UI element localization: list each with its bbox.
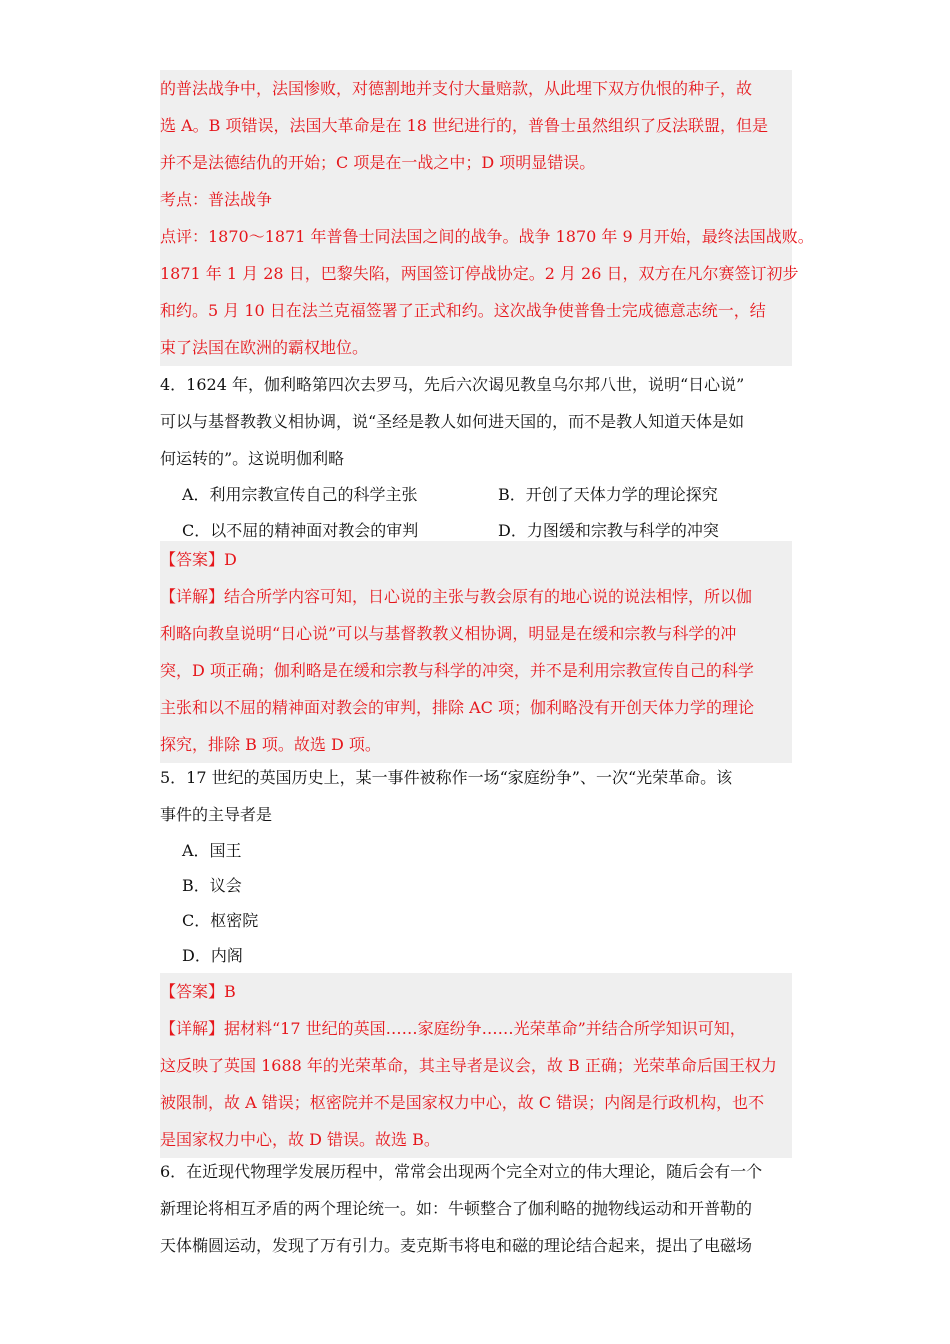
detail-line: 是国家权力中心，故 D 错误。故选 B。 <box>160 1130 440 1149</box>
detail-line: 利略向教皇说明“日心说”可以与基督教教义相协调，明显是在缓和宗教与科学的冲 <box>160 624 737 643</box>
option-b: B．开创了天体力学的理论探究 <box>498 485 718 504</box>
question-stem-line: 4．1624 年，伽利略第四次去罗马，先后六次谒见教皇乌尔邦八世，说明“日心说” <box>160 375 745 394</box>
question-stem-line: 6．在近现代物理学发展历程中，常常会出现两个完全对立的伟大理论，随后会有一个 <box>160 1162 763 1181</box>
detail-line: 【详解】据材料“17 世纪的英国……家庭纷争……光荣革命”并结合所学知识可知， <box>160 1019 746 1038</box>
q5-answer-box <box>160 973 792 1158</box>
detail-line: 突，D 项正确；伽利略是在缓和宗教与科学的冲突，并不是利用宗教宣传自己的科学 <box>160 661 754 680</box>
question-4 <box>160 366 792 549</box>
option-b: B．议会 <box>182 876 242 895</box>
dianping-line: 点评：1870～1871 年普鲁士同法国之间的战争。战争 1870 年 9 月开始，最终法国战败。 <box>160 227 814 246</box>
option-d: D．内阁 <box>182 946 243 965</box>
question-stem-line: 何运转的”。这说明伽利略 <box>160 449 345 468</box>
question-stem-line: 天体椭圆运动，发现了万有引力。麦克斯韦将电和磁的理论结合起来，提出了电磁场 <box>160 1236 753 1255</box>
answer-line: 【答案】D <box>160 550 237 569</box>
answer-line: 【答案】B <box>160 982 236 1001</box>
detail-line: 主张和以不屈的精神面对教会的审判，排除 AC 项；伽利略没有开创天体力学的理论 <box>160 698 754 717</box>
option-c: C．枢密院 <box>182 911 259 930</box>
explanation-line: 并不是法德结仇的开始；C 项是在一战之中；D 项明显错误。 <box>160 153 596 172</box>
dianping-line: 束了法国在欧洲的霸权地位。 <box>160 338 369 357</box>
prev-explanation-box <box>160 70 814 366</box>
explanation-line: 的普法战争中，法国惨败，对德割地并支付大量赔款，从此埋下双方仇恨的种子，故 <box>160 79 753 98</box>
option-d: D．力图缓和宗教与科学的冲突 <box>498 521 719 540</box>
question-6 <box>160 1153 792 1264</box>
detail-line: 【详解】结合所学内容可知，日心说的主张与教会原有的地心说的说法相悖，所以伽 <box>160 587 753 606</box>
detail-line: 被限制，故 A 错误；枢密院并不是国家权力中心，故 C 错误；内阁是行政机构，也不 <box>160 1093 765 1112</box>
question-stem-line: 事件的主导者是 <box>160 805 273 824</box>
option-a: A．国王 <box>182 841 242 860</box>
question-5 <box>160 759 792 973</box>
option-c: C．以不屈的精神面对教会的审判 <box>182 521 419 540</box>
question-stem-line: 新理论将相互矛盾的两个理论统一。如：牛顿整合了伽利略的抛物线运动和开普勒的 <box>160 1199 753 1218</box>
question-stem-line: 5．17 世纪的英国历史上，某一事件被称作一场“家庭纷争”、一次“光荣革命。该 <box>160 768 733 787</box>
kaodian-line: 考点：普法战争 <box>160 190 273 209</box>
explanation-line: 选 A。B 项错误，法国大革命是在 18 世纪进行的，普鲁士虽然组织了反法联盟，但是 <box>160 116 769 135</box>
dianping-line: 和约。5 月 10 日在法兰克福签署了正式和约。这次战争使普鲁士完成德意志统一，结 <box>160 301 766 320</box>
q4-answer-box <box>160 541 792 763</box>
detail-line: 探究，排除 B 项。故选 D 项。 <box>160 735 381 754</box>
dianping-line: 1871 年 1 月 28 日，巴黎失陷，两国签订停战协定。2 月 26 日，双方在凡尔赛签订初步 <box>160 264 799 283</box>
detail-line: 这反映了英国 1688 年的光荣革命，其主导者是议会，故 B 正确；光荣革命后国王权力 <box>160 1056 777 1075</box>
option-a: A．利用宗教宣传自己的科学主张 <box>182 485 418 504</box>
question-stem-line: 可以与基督教教义相协调，说“圣经是教人如何进天国的，而不是教人知道天体是如 <box>160 412 745 431</box>
options-row <box>160 477 792 513</box>
